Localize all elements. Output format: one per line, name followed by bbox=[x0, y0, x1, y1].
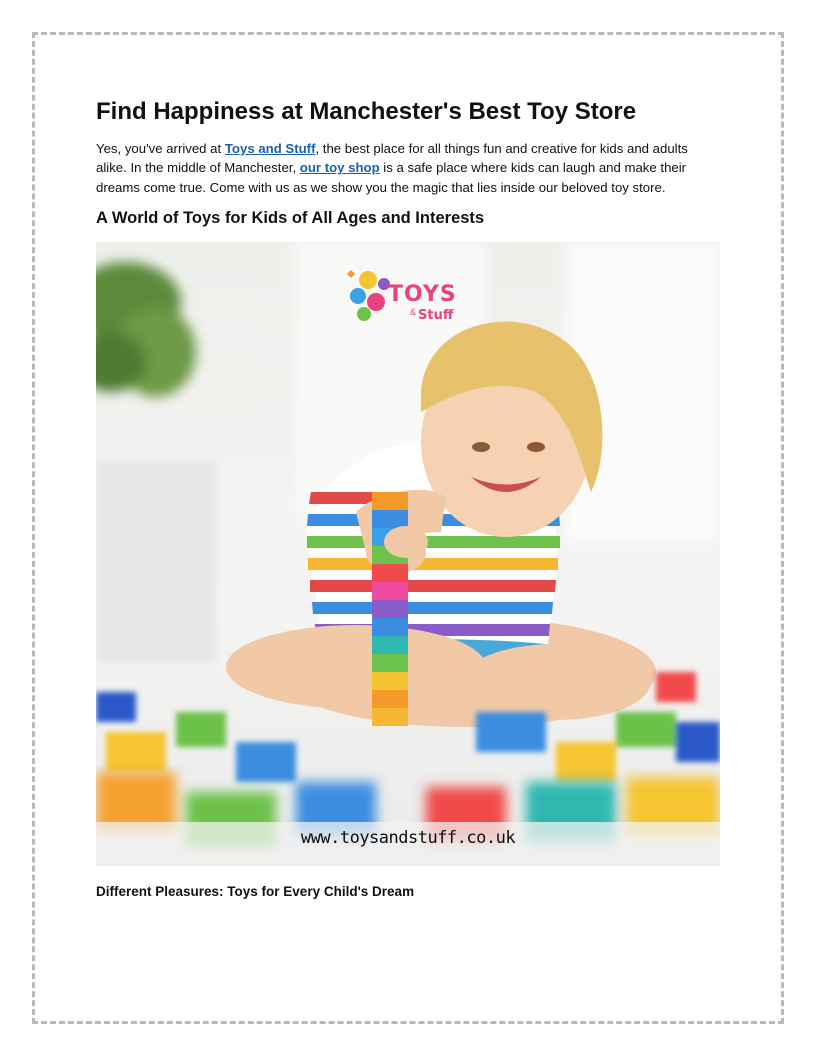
page-title: Find Happiness at Manchester's Best Toy Store bbox=[96, 98, 637, 125]
intro-text-1: Yes, you've arrived at bbox=[96, 141, 225, 156]
toys-and-stuff-link[interactable]: Toys and Stuff bbox=[224, 141, 316, 156]
intro-text-2: , the best place for all things fun and creative for kids and adults alike. In the middle of Manchester, bbox=[96, 141, 688, 176]
hero-image bbox=[96, 242, 720, 866]
toys-and-stuff-logo bbox=[346, 260, 476, 330]
our-toy-shop-link[interactable]: our toy shop bbox=[299, 160, 380, 176]
website-url-caption: www.toysandstuff.co.uk bbox=[300, 827, 516, 848]
subheading: Different Pleasures: Toys for Every Child's Dream bbox=[96, 883, 415, 899]
document-content bbox=[96, 96, 720, 902]
section-heading: A World of Toys for Kids of All Ages and Interests bbox=[96, 208, 485, 227]
child-with-blocks-illustration bbox=[96, 242, 720, 866]
logo-ampersand: & bbox=[410, 306, 417, 317]
logo-subtext: Stuff bbox=[418, 307, 454, 323]
logo-wordmark: TOYS bbox=[388, 281, 457, 307]
intro-paragraph bbox=[96, 139, 720, 197]
intro-text-3: is a safe place where kids can laugh and make their dreams come true. Come with us as we show you the magic that lies inside our beloved toy store. bbox=[96, 160, 687, 195]
